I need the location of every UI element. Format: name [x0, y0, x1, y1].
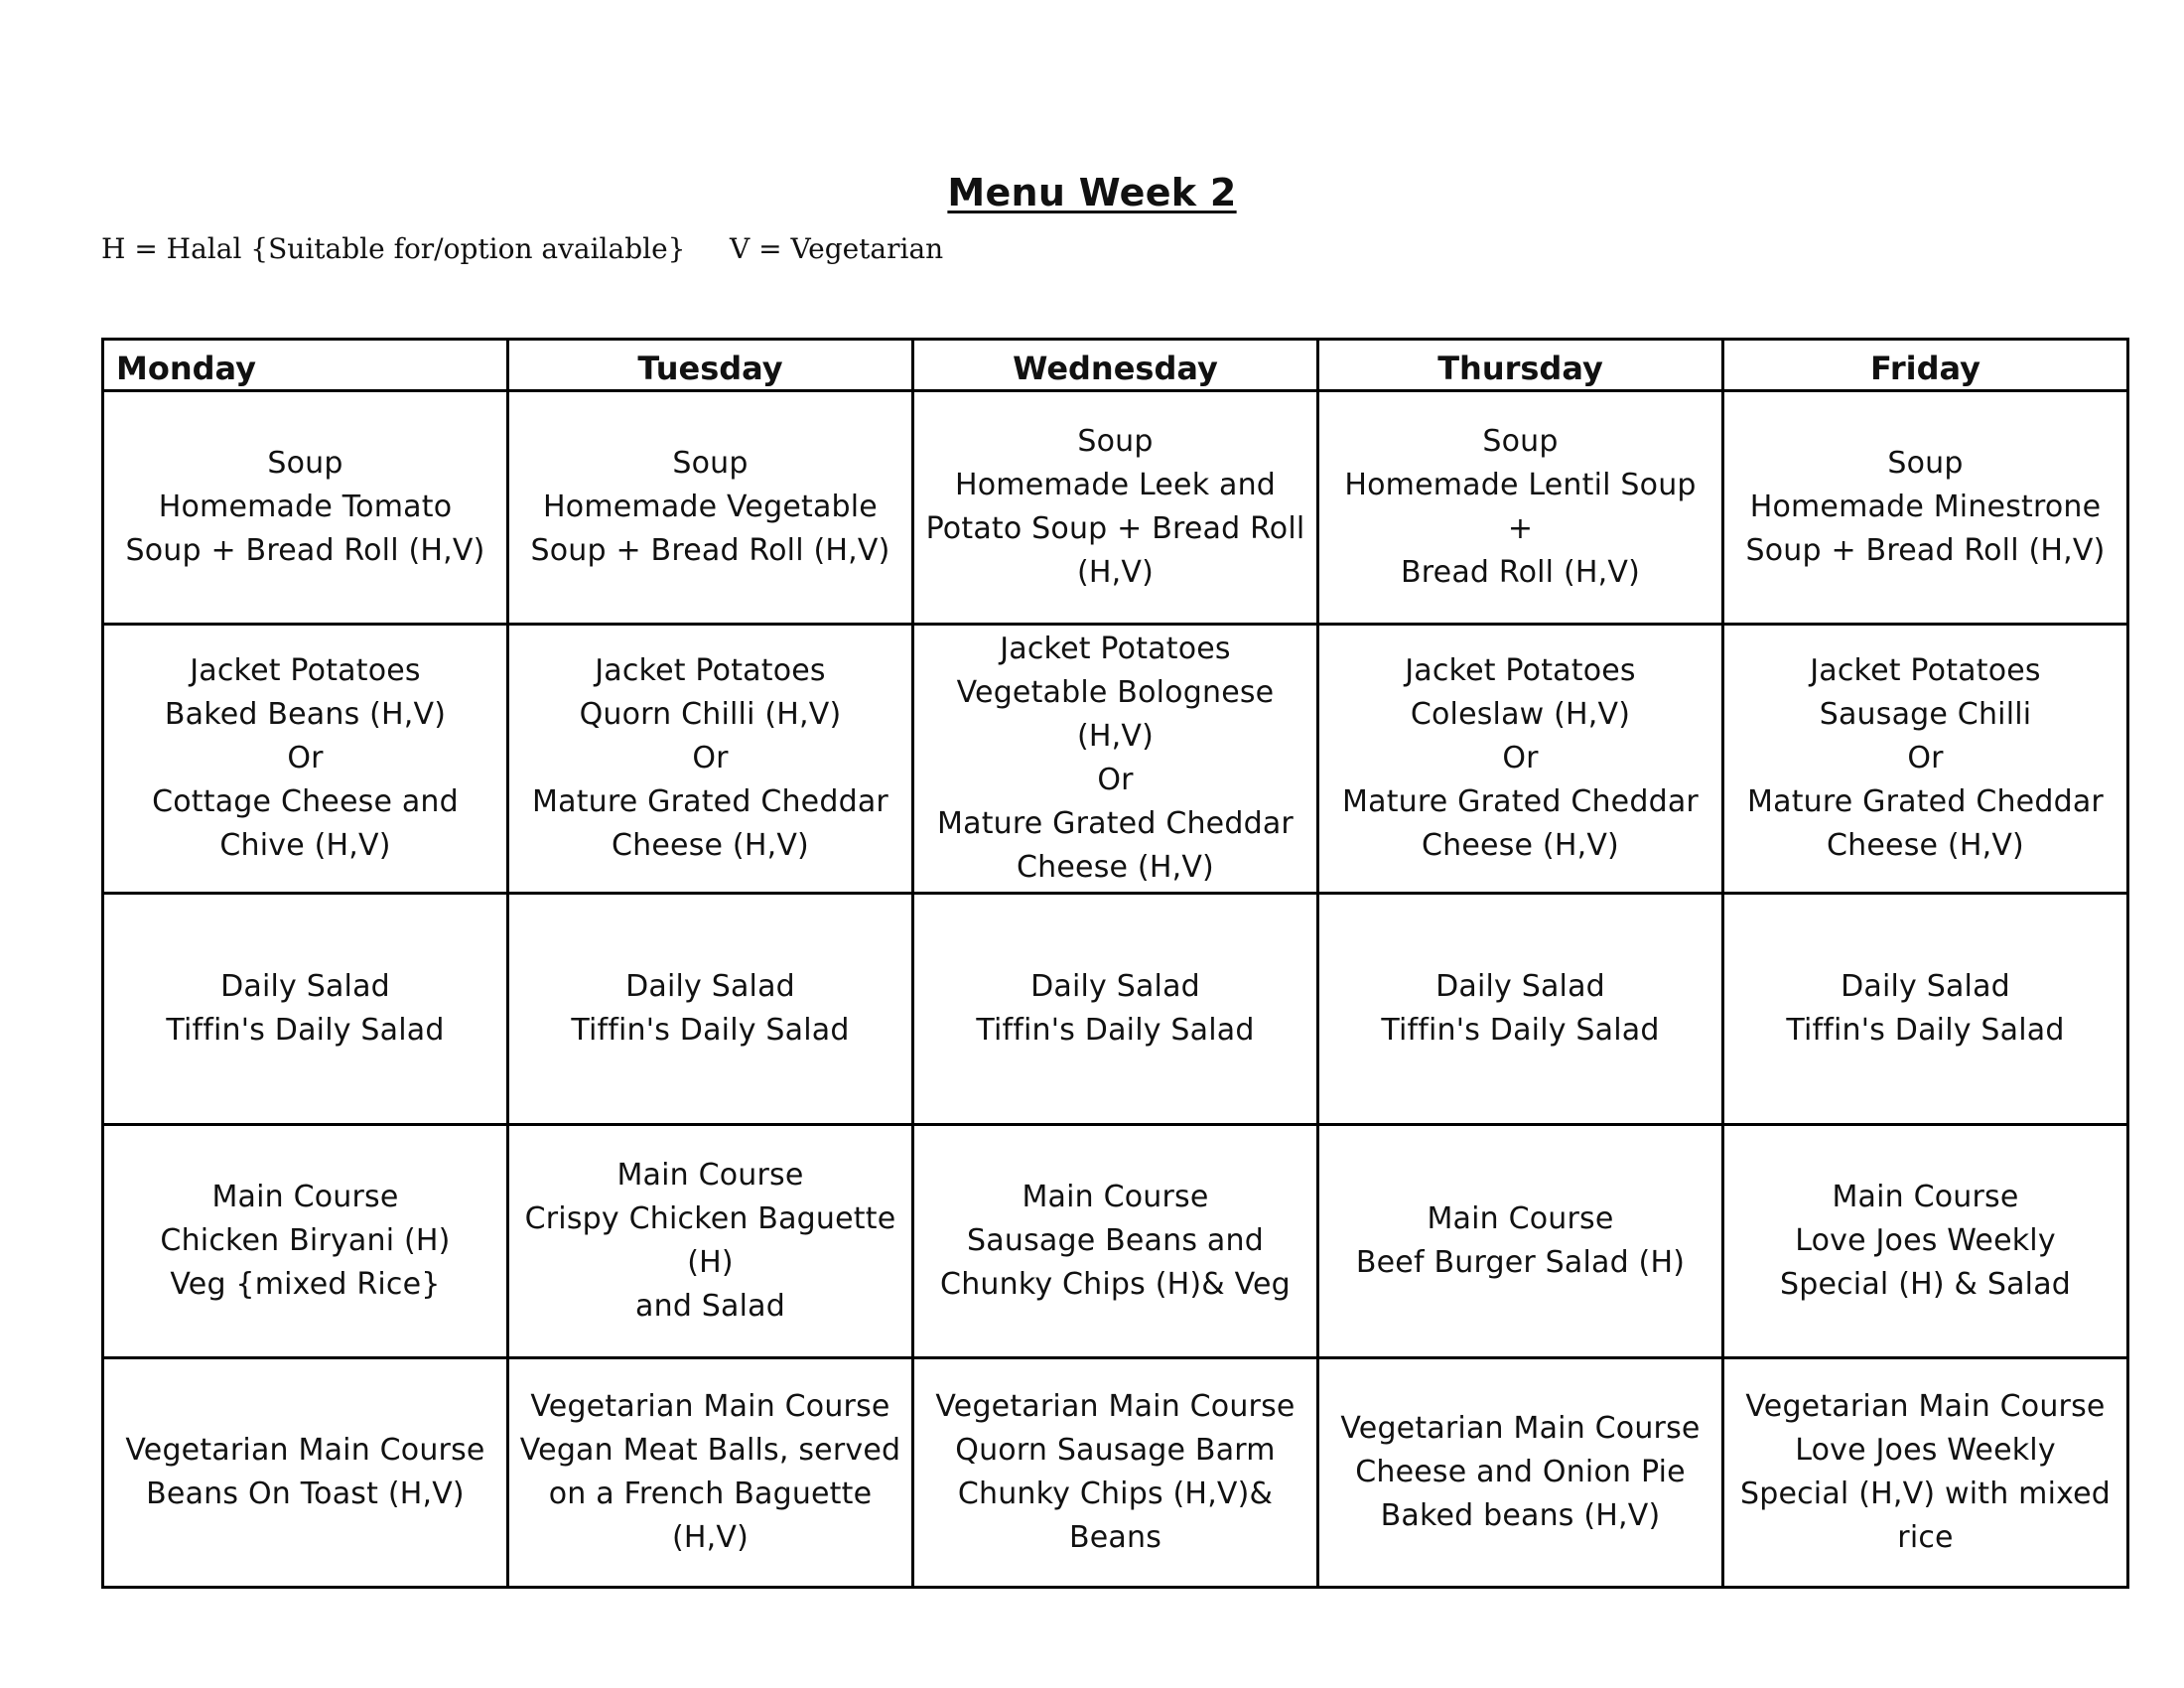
- menu-cell-thursday-veg: [1318, 1358, 1723, 1588]
- menu-cell-tuesday-main: [508, 1125, 913, 1358]
- menu-cell-line: Vegetable Bolognese: [956, 675, 1275, 710]
- menu-cell-line: Cheese and Onion Pie: [1355, 1455, 1686, 1489]
- menu-cell-tuesday-soup: [508, 391, 913, 625]
- menu-cell-line: Jacket Potatoes: [1810, 653, 2041, 688]
- menu-cell-line: Special (H,V) with mixed: [1739, 1477, 2112, 1511]
- menu-cell-line: Beef Burger Salad (H): [1355, 1245, 1686, 1280]
- menu-cell-wednesday-main: [913, 1125, 1318, 1358]
- menu-cell-monday-jacket: [103, 625, 508, 894]
- menu-cell-line: on a French Baguette: [548, 1477, 873, 1511]
- menu-cell-friday-main: [1723, 1125, 2128, 1358]
- menu-cell-line: Daily Salad: [1435, 969, 1605, 1004]
- menu-cell-line: Chive (H,V): [219, 828, 391, 863]
- menu-cell-friday-soup: [1723, 391, 2128, 625]
- menu-cell-line: Daily Salad: [1030, 969, 1200, 1004]
- menu-cell-line: Coleslaw (H,V): [1410, 697, 1631, 732]
- menu-cell-line: Vegetarian Main Course: [1340, 1411, 1701, 1446]
- menu-cell-line: Quorn Chilli (H,V): [579, 697, 842, 732]
- menu-cell-line: Sausage Chilli: [1819, 697, 2032, 732]
- menu-cell-line: Quorn Sausage Barm: [955, 1433, 1276, 1468]
- menu-cell-line: Cheese (H,V): [1827, 828, 2024, 863]
- menu-cell-line: Daily Salad: [1841, 969, 2010, 1004]
- menu-cell-line: Homemade Leek and: [954, 468, 1277, 502]
- day-header-tuesday: Tuesday: [508, 340, 913, 391]
- menu-cell-line: (H): [687, 1245, 734, 1280]
- menu-cell-line: Or: [287, 741, 324, 775]
- menu-cell-line: Soup: [672, 446, 749, 481]
- menu-cell-line: Homemade Minestrone: [1749, 490, 2102, 524]
- menu-cell-wednesday-veg: [913, 1358, 1318, 1588]
- menu-cell-line: Jacket Potatoes: [595, 653, 826, 688]
- menu-cell-thursday-soup: [1318, 391, 1723, 625]
- menu-cell-wednesday-jacket: [913, 625, 1318, 894]
- legend-halal: H = Halal {Suitable for/option available}: [101, 232, 686, 265]
- menu-cell-line: Chicken Biryani (H): [160, 1223, 451, 1258]
- menu-cell-line: Soup + Bread Roll (H,V): [1745, 533, 2106, 568]
- menu-cell-line: Special (H) & Salad: [1779, 1267, 2072, 1302]
- menu-cell-line: Tiffin's Daily Salad: [571, 1013, 850, 1048]
- menu-cell-line: rice: [1897, 1520, 1954, 1555]
- menu-cell-line: Mature Grated Cheddar: [532, 784, 888, 819]
- menu-cell-line: Chunky Chips (H)& Veg: [940, 1267, 1291, 1302]
- menu-cell-line: Soup: [1077, 424, 1154, 459]
- day-header-wednesday: Wednesday: [913, 340, 1318, 391]
- menu-table: [101, 338, 2129, 1589]
- menu-cell-line: Vegetarian Main Course: [935, 1389, 1296, 1424]
- menu-cell-monday-salad: [103, 894, 508, 1125]
- menu-row-main: [103, 1125, 2128, 1358]
- menu-cell-line: Main Course: [616, 1158, 804, 1193]
- menu-cell-tuesday-veg: [508, 1358, 913, 1588]
- menu-cell-line: Chunky Chips (H,V)&: [957, 1477, 1274, 1511]
- menu-cell-line: Beans: [1068, 1520, 1162, 1555]
- menu-cell-line: Homemade Tomato: [158, 490, 453, 524]
- menu-cell-line: Main Course: [1022, 1180, 1209, 1214]
- menu-cell-line: Mature Grated Cheddar: [1747, 784, 2104, 819]
- menu-cell-line: Vegetarian Main Course: [125, 1433, 485, 1468]
- menu-cell-line: Baked Beans (H,V): [164, 697, 447, 732]
- menu-cell-line: (H,V): [1076, 555, 1155, 590]
- menu-cell-thursday-salad: [1318, 894, 1723, 1125]
- menu-cell-line: (H,V): [1076, 719, 1155, 754]
- menu-cell-tuesday-jacket: [508, 625, 913, 894]
- menu-cell-line: Cheese (H,V): [1017, 850, 1214, 885]
- menu-cell-line: Jacket Potatoes: [190, 653, 421, 688]
- menu-cell-line: Daily Salad: [220, 969, 390, 1004]
- menu-cell-line: and Salad: [635, 1289, 785, 1324]
- menu-cell-line: Soup: [1482, 424, 1559, 459]
- menu-cell-line: Mature Grated Cheddar: [937, 806, 1294, 841]
- header-row: [103, 340, 2128, 391]
- menu-cell-line: Jacket Potatoes: [1405, 653, 1636, 688]
- menu-cell-line: Soup: [1887, 446, 1964, 481]
- menu-cell-line: Veg {mixed Rice}: [170, 1267, 441, 1302]
- menu-row-veg: [103, 1358, 2128, 1588]
- menu-body: [103, 391, 2128, 1588]
- menu-cell-line: Homemade Vegetable: [543, 490, 878, 524]
- menu-cell-line: Main Course: [1832, 1180, 2019, 1214]
- menu-cell-friday-veg: [1723, 1358, 2128, 1588]
- menu-cell-line: Jacket Potatoes: [1000, 632, 1231, 666]
- menu-cell-line: Bread Roll (H,V): [1401, 555, 1640, 590]
- menu-cell-wednesday-salad: [913, 894, 1318, 1125]
- menu-cell-line: Crispy Chicken Baguette: [524, 1201, 896, 1236]
- menu-cell-tuesday-salad: [508, 894, 913, 1125]
- menu-cell-monday-veg: [103, 1358, 508, 1588]
- menu-row-soup: [103, 391, 2128, 625]
- menu-cell-line: Tiffin's Daily Salad: [1381, 1013, 1660, 1048]
- menu-cell-line: Soup + Bread Roll (H,V): [125, 533, 485, 568]
- legend-vegetarian: V = Vegetarian: [729, 232, 944, 265]
- day-header-monday: Monday: [103, 340, 508, 391]
- menu-row-jacket: [103, 625, 2128, 894]
- menu-cell-line: Cheese (H,V): [1422, 828, 1619, 863]
- legend: [101, 232, 943, 265]
- menu-cell-line: Soup + Bread Roll (H,V): [530, 533, 890, 568]
- menu-cell-line: Mature Grated Cheddar: [1342, 784, 1699, 819]
- menu-cell-line: Sausage Beans and: [967, 1223, 1264, 1258]
- menu-cell-line: Love Joes Weekly: [1795, 1223, 2056, 1258]
- day-header-friday: Friday: [1723, 340, 2128, 391]
- menu-cell-line: Vegetarian Main Course: [1745, 1389, 2106, 1424]
- menu-cell-line: Beans On Toast (H,V): [146, 1477, 465, 1511]
- menu-cell-line: Or: [1907, 741, 1944, 775]
- menu-cell-line: Or: [1502, 741, 1539, 775]
- day-header-thursday: Thursday: [1318, 340, 1723, 391]
- menu-cell-line: Vegetarian Main Course: [530, 1389, 890, 1424]
- menu-cell-friday-jacket: [1723, 625, 2128, 894]
- menu-cell-line: Tiffin's Daily Salad: [976, 1013, 1255, 1048]
- menu-cell-line: (H,V): [671, 1520, 750, 1555]
- menu-cell-line: Tiffin's Daily Salad: [1786, 1013, 2065, 1048]
- menu-row-salad: [103, 894, 2128, 1125]
- menu-cell-line: Homemade Lentil Soup +: [1344, 468, 1697, 546]
- menu-cell-line: Or: [692, 741, 729, 775]
- page-title: Menu Week 2: [947, 171, 1237, 214]
- menu-cell-line: Tiffin's Daily Salad: [166, 1013, 445, 1048]
- menu-cell-line: Cottage Cheese and: [152, 784, 459, 819]
- menu-cell-line: Daily Salad: [625, 969, 795, 1004]
- menu-cell-line: Vegan Meat Balls, served: [519, 1433, 901, 1468]
- menu-cell-line: Main Course: [1427, 1201, 1614, 1236]
- menu-cell-line: Soup: [267, 446, 343, 481]
- menu-cell-monday-soup: [103, 391, 508, 625]
- menu-cell-thursday-main: [1318, 1125, 1723, 1358]
- menu-cell-line: Cheese (H,V): [612, 828, 809, 863]
- menu-cell-monday-main: [103, 1125, 508, 1358]
- menu-cell-thursday-jacket: [1318, 625, 1723, 894]
- menu-cell-friday-salad: [1723, 894, 2128, 1125]
- menu-cell-line: Main Course: [211, 1180, 399, 1214]
- menu-cell-line: Or: [1097, 763, 1134, 797]
- menu-cell-wednesday-soup: [913, 391, 1318, 625]
- menu-cell-line: Love Joes Weekly: [1795, 1433, 2056, 1468]
- menu-cell-line: Potato Soup + Bread Roll: [925, 511, 1305, 546]
- menu-cell-line: Baked beans (H,V): [1380, 1498, 1661, 1533]
